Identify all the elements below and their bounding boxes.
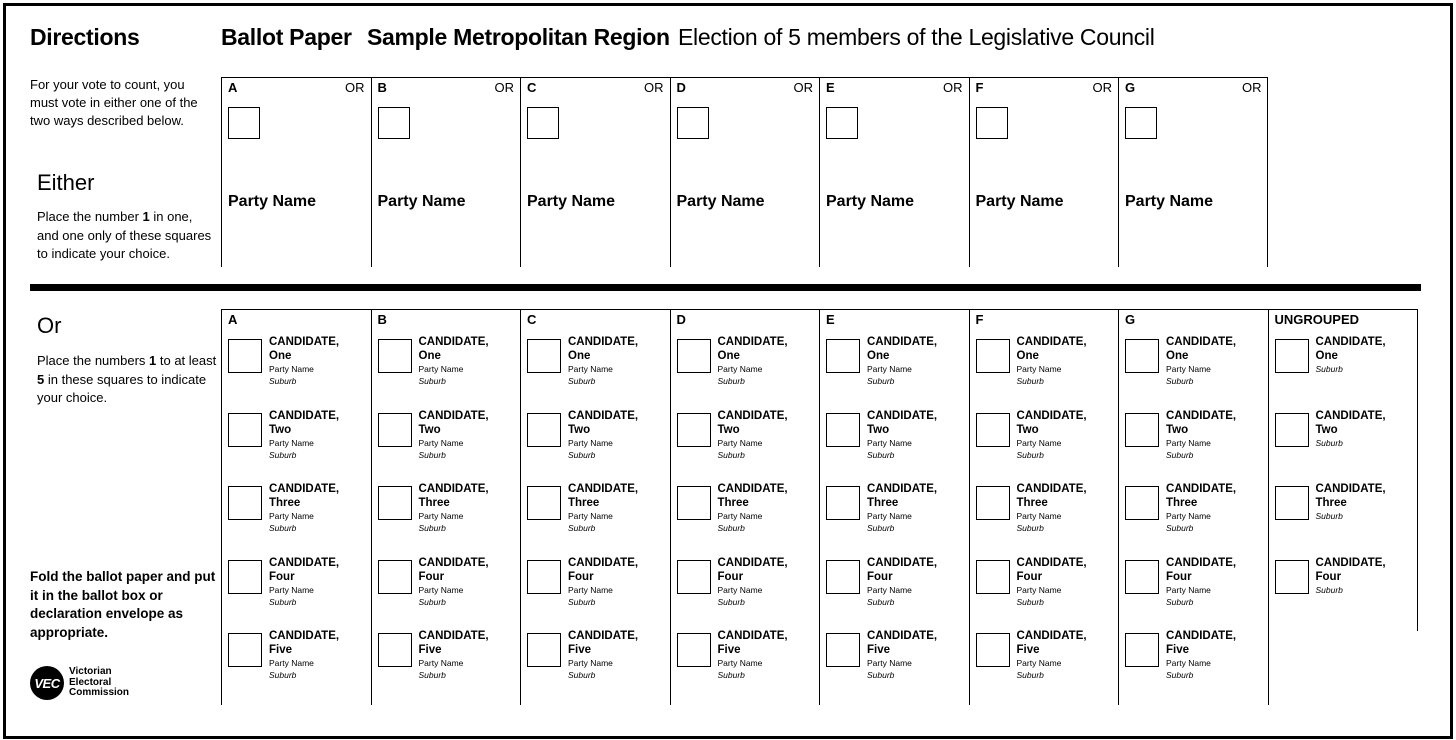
- above-line-group-b: [371, 77, 521, 267]
- candidate-party: Party Name: [568, 437, 613, 448]
- candidate-given-name: Three: [418, 497, 450, 509]
- group-vote-box[interactable]: [976, 107, 1008, 139]
- candidate-vote-box[interactable]: [228, 560, 262, 594]
- or-label: OR: [345, 80, 365, 95]
- candidate-suburb: Suburb: [1315, 364, 1343, 374]
- candidate-suburb: Suburb: [717, 670, 745, 680]
- or-label: OR: [793, 80, 813, 95]
- candidate-given-name: Five: [269, 644, 293, 656]
- candidate-suburb: Suburb: [418, 449, 446, 460]
- candidate-surname: CANDIDATE,: [867, 630, 938, 642]
- candidate-party: Party Name: [717, 364, 763, 374]
- group-top-border: [221, 309, 371, 310]
- group-letter: G: [1125, 80, 1136, 95]
- candidate-suburb: Suburb: [1016, 449, 1044, 460]
- group-letter: A: [228, 80, 238, 95]
- or-text-3: in these squares to indicate your choice.: [37, 371, 207, 405]
- or-heading: Or: [37, 313, 62, 338]
- candidate-suburb: Suburb: [418, 596, 446, 607]
- candidate-given-name: Four: [568, 570, 594, 583]
- candidate-given-name: Three: [717, 497, 749, 509]
- candidate-surname: CANDIDATE,: [418, 409, 489, 422]
- candidate-surname: CANDIDATE,: [867, 483, 938, 495]
- either-number: 1: [142, 209, 150, 224]
- candidate-party: Party Name: [717, 658, 763, 668]
- below-line-right-border: [1417, 309, 1418, 631]
- or-number-2: 5: [37, 371, 45, 387]
- candidate-surname: CANDIDATE,: [1016, 409, 1087, 422]
- candidate-surname: CANDIDATE,: [1016, 630, 1087, 642]
- candidate-given-name: Two: [1166, 423, 1189, 436]
- group-vote-box[interactable]: [228, 107, 260, 139]
- candidate-suburb: Suburb: [867, 376, 895, 386]
- candidate-surname: CANDIDATE,: [1016, 483, 1087, 495]
- candidate-suburb: Suburb: [1016, 523, 1044, 533]
- candidate-vote-box[interactable]: [1275, 413, 1309, 447]
- candidate-party: Party Name: [418, 364, 464, 374]
- candidate-suburb: Suburb: [568, 376, 596, 386]
- candidate-given-name: One: [418, 350, 441, 362]
- candidate-surname: CANDIDATE,: [418, 483, 489, 495]
- group-top-border: [819, 77, 969, 78]
- candidate-suburb: Suburb: [269, 376, 297, 386]
- candidate-party: Party Name: [568, 511, 613, 521]
- candidate-suburb: Suburb: [269, 670, 297, 680]
- group-top-border: [670, 77, 820, 78]
- group-letter: G: [1125, 312, 1136, 327]
- candidate-vote-box[interactable]: [826, 560, 860, 594]
- candidate-suburb: Suburb: [717, 449, 745, 460]
- group-left-border: [969, 309, 970, 705]
- candidate-suburb: Suburb: [1166, 670, 1194, 680]
- candidate-surname: CANDIDATE,: [1016, 556, 1087, 569]
- above-line-group-d: [670, 77, 820, 267]
- group-letter: E: [826, 312, 835, 327]
- candidate-vote-box[interactable]: [378, 413, 412, 447]
- candidate-party: Party Name: [418, 658, 464, 668]
- candidate-party: Party Name: [1016, 658, 1062, 668]
- group-letter: E: [826, 80, 835, 95]
- candidate-surname: CANDIDATE,: [1016, 336, 1087, 348]
- candidate-given-name: Three: [568, 497, 600, 509]
- directions-heading: Directions: [30, 24, 140, 50]
- group-left-border: [371, 309, 372, 705]
- below-line-group-f: [969, 309, 1119, 705]
- candidate-surname: CANDIDATE,: [1166, 556, 1237, 569]
- candidate-vote-box[interactable]: [527, 560, 561, 594]
- candidate-given-name: Three: [1315, 497, 1347, 509]
- above-line-group-a: [221, 77, 371, 267]
- ungrouped-label: UNGROUPED: [1274, 312, 1360, 327]
- either-text-2: in one, and one only of these squares to indicate your choice.: [37, 209, 212, 261]
- candidate-party: Party Name: [867, 437, 912, 448]
- candidate-party: Party Name: [717, 584, 763, 595]
- vec-logo-text: [69, 667, 129, 699]
- candidate-surname: CANDIDATE,: [717, 409, 788, 422]
- candidate-vote-box[interactable]: [826, 633, 860, 667]
- candidate-given-name: One: [1166, 350, 1189, 362]
- candidate-given-name: Three: [269, 497, 301, 509]
- candidate-given-name: Five: [1016, 644, 1040, 656]
- candidate-vote-box[interactable]: [1275, 339, 1309, 373]
- candidate-surname: CANDIDATE,: [418, 556, 489, 569]
- group-vote-box[interactable]: [826, 107, 858, 139]
- candidate-vote-box[interactable]: [527, 633, 561, 667]
- candidate-surname: CANDIDATE,: [867, 556, 938, 569]
- candidate-vote-box[interactable]: [527, 339, 561, 373]
- group-letter: C: [527, 80, 537, 95]
- group-top-border: [520, 77, 670, 78]
- candidate-surname: CANDIDATE,: [269, 556, 340, 569]
- or-label: OR: [494, 80, 514, 95]
- fold-instructions: Fold the ballot paper and put it in the ballot box or declaration envelope as appropriate.: [30, 569, 216, 640]
- above-line-group-g: [1118, 77, 1268, 267]
- candidate-given-name: Five: [717, 644, 741, 656]
- group-left-border: [221, 309, 222, 705]
- candidate-vote-box[interactable]: [677, 560, 711, 594]
- candidate-vote-box[interactable]: [527, 486, 561, 520]
- group-top-border: [819, 309, 969, 310]
- candidate-party: Party Name: [568, 584, 613, 595]
- group-letter: F: [975, 80, 984, 95]
- candidate-vote-box[interactable]: [677, 339, 711, 373]
- candidate-suburb: Suburb: [269, 596, 297, 607]
- candidate-suburb: Suburb: [867, 670, 895, 680]
- candidate-given-name: Three: [867, 497, 899, 509]
- group-top-border: [1118, 77, 1268, 78]
- group-left-border: [819, 309, 820, 705]
- candidate-party: Party Name: [867, 658, 912, 668]
- candidate-surname: CANDIDATE,: [269, 409, 340, 422]
- candidate-vote-box[interactable]: [228, 413, 262, 447]
- candidate-vote-box[interactable]: [1275, 486, 1309, 520]
- group-left-border: [520, 309, 521, 705]
- candidate-surname: CANDIDATE,: [717, 336, 788, 348]
- candidate-suburb: Suburb: [418, 670, 446, 680]
- group-letter: C: [527, 312, 537, 327]
- candidate-suburb: Suburb: [1166, 376, 1194, 386]
- candidate-surname: CANDIDATE,: [269, 336, 340, 348]
- candidate-suburb: Suburb: [1166, 523, 1194, 533]
- vec-logo-line-1: Victorian: [69, 666, 112, 678]
- candidate-surname: CANDIDATE,: [1166, 630, 1237, 642]
- candidate-suburb: Suburb: [1315, 511, 1343, 521]
- group-top-border: [1268, 309, 1418, 310]
- candidate-vote-box[interactable]: [378, 633, 412, 667]
- candidate-suburb: Suburb: [1315, 584, 1343, 595]
- group-vote-box[interactable]: [378, 107, 410, 139]
- candidate-vote-box[interactable]: [1125, 339, 1159, 373]
- candidate-given-name: Three: [1166, 497, 1198, 509]
- party-name: Party Name: [377, 193, 466, 210]
- candidate-given-name: Two: [1016, 423, 1039, 436]
- group-left-border: [520, 77, 521, 267]
- group-vote-box[interactable]: [1125, 107, 1157, 139]
- candidate-vote-box[interactable]: [1125, 560, 1159, 594]
- candidate-suburb: Suburb: [717, 596, 745, 607]
- group-left-border: [819, 77, 820, 267]
- candidate-suburb: Suburb: [1315, 437, 1343, 448]
- group-letter: D: [676, 312, 686, 327]
- below-line-group-g: [1118, 309, 1268, 705]
- candidate-party: Party Name: [867, 584, 912, 595]
- section-divider: [30, 284, 1421, 291]
- candidate-surname: CANDIDATE,: [568, 409, 639, 422]
- candidate-given-name: Four: [1016, 570, 1043, 583]
- candidate-party: Party Name: [867, 364, 912, 374]
- candidate-given-name: One: [1315, 350, 1338, 362]
- group-top-border: [221, 77, 371, 78]
- or-text-1: Place the numbers: [37, 353, 150, 368]
- candidate-given-name: Four: [717, 570, 744, 583]
- or-instructions: [37, 352, 217, 408]
- candidate-party: Party Name: [1016, 511, 1062, 521]
- group-top-border: [969, 77, 1119, 78]
- party-name: Party Name: [1125, 193, 1214, 210]
- candidate-vote-box[interactable]: [1125, 633, 1159, 667]
- candidate-surname: CANDIDATE,: [568, 483, 639, 495]
- group-top-border: [520, 309, 670, 310]
- candidate-given-name: Two: [717, 423, 740, 436]
- candidate-suburb: Suburb: [568, 596, 596, 607]
- candidate-surname: CANDIDATE,: [1315, 556, 1386, 569]
- candidate-given-name: One: [1016, 350, 1039, 362]
- candidate-suburb: Suburb: [1166, 449, 1194, 460]
- above-line-group-f: [969, 77, 1119, 267]
- group-letter: D: [676, 80, 686, 95]
- candidate-suburb: Suburb: [867, 449, 895, 460]
- group-left-border: [371, 77, 372, 267]
- candidate-vote-box[interactable]: [378, 486, 412, 520]
- ballot-paper-title: Ballot Paper: [221, 24, 352, 50]
- above-line-right-border: [1267, 77, 1268, 267]
- candidate-surname: CANDIDATE,: [1315, 483, 1386, 495]
- candidate-given-name: One: [568, 350, 591, 362]
- candidate-party: Party Name: [1166, 584, 1211, 595]
- candidate-party: Party Name: [269, 364, 314, 374]
- party-name: Party Name: [975, 193, 1064, 210]
- below-line-group-b: [371, 309, 521, 705]
- candidate-surname: CANDIDATE,: [269, 483, 340, 495]
- candidate-party: Party Name: [1166, 658, 1211, 668]
- group-left-border: [670, 309, 671, 705]
- candidate-given-name: Two: [269, 423, 292, 436]
- candidate-suburb: Suburb: [418, 523, 446, 533]
- candidate-vote-box[interactable]: [1125, 486, 1159, 520]
- vec-logo-line-3: Commission: [69, 687, 130, 699]
- candidate-surname: CANDIDATE,: [1315, 336, 1386, 348]
- candidate-vote-box[interactable]: [677, 413, 711, 447]
- candidate-surname: CANDIDATE,: [717, 556, 788, 569]
- candidate-party: Party Name: [418, 584, 464, 595]
- candidate-suburb: Suburb: [1016, 376, 1044, 386]
- candidate-surname: CANDIDATE,: [568, 630, 639, 642]
- candidate-given-name: Two: [568, 423, 591, 436]
- either-heading: Either: [37, 170, 95, 195]
- candidate-vote-box[interactable]: [976, 413, 1010, 447]
- candidate-suburb: Suburb: [717, 376, 745, 386]
- above-line-group-c: [520, 77, 670, 267]
- candidate-suburb: Suburb: [1016, 596, 1044, 607]
- candidate-given-name: Four: [867, 570, 893, 583]
- group-top-border: [1118, 309, 1268, 310]
- vec-logo-badge: VEC: [30, 666, 64, 700]
- candidate-surname: CANDIDATE,: [568, 556, 639, 569]
- below-line-group-a: [221, 309, 371, 705]
- candidate-party: Party Name: [1016, 437, 1062, 448]
- candidate-given-name: Four: [1166, 570, 1192, 583]
- party-name: Party Name: [228, 193, 317, 210]
- candidate-party: Party Name: [269, 584, 314, 595]
- either-instructions: [37, 208, 217, 264]
- group-vote-box[interactable]: [527, 107, 559, 139]
- group-left-border: [1268, 309, 1269, 705]
- candidate-given-name: Two: [1315, 423, 1338, 436]
- candidate-party: Party Name: [717, 437, 763, 448]
- party-name: Party Name: [826, 193, 915, 210]
- candidate-vote-box[interactable]: [1275, 560, 1309, 594]
- candidate-party: Party Name: [269, 658, 314, 668]
- group-top-border: [969, 309, 1119, 310]
- group-letter: B: [377, 312, 387, 327]
- candidate-suburb: Suburb: [269, 449, 297, 460]
- candidate-given-name: Four: [269, 570, 295, 583]
- below-line-group-c: [520, 309, 670, 705]
- above-line-group-e: [819, 77, 969, 267]
- group-letter: A: [228, 312, 238, 327]
- below-line-group-e: [819, 309, 969, 705]
- candidate-vote-box[interactable]: [228, 486, 262, 520]
- candidate-given-name: One: [717, 350, 740, 362]
- candidate-party: Party Name: [269, 437, 314, 448]
- candidate-vote-box[interactable]: [677, 633, 711, 667]
- candidate-suburb: Suburb: [867, 596, 895, 607]
- or-label: OR: [644, 80, 664, 95]
- candidate-vote-box[interactable]: [378, 339, 412, 373]
- intro-text: For your vote to count, you must vote in either one of the two ways described below.: [30, 77, 198, 128]
- region-title: Sample Metropolitan Region: [367, 24, 670, 50]
- candidate-given-name: Two: [418, 423, 441, 436]
- below-line-group-d: [670, 309, 820, 705]
- or-text-2: to at least: [156, 353, 217, 368]
- election-title: Election of 5 members of the Legislative Council: [678, 24, 1155, 50]
- or-label: OR: [943, 80, 963, 95]
- candidate-given-name: Five: [867, 644, 891, 656]
- candidate-party: Party Name: [568, 658, 613, 668]
- party-name: Party Name: [527, 193, 616, 210]
- candidate-party: Party Name: [1016, 364, 1062, 374]
- candidate-surname: CANDIDATE,: [867, 409, 938, 422]
- or-label: OR: [1092, 80, 1112, 95]
- candidate-party: Party Name: [269, 511, 314, 521]
- candidate-surname: CANDIDATE,: [1315, 409, 1386, 422]
- candidate-vote-box[interactable]: [826, 413, 860, 447]
- candidate-suburb: Suburb: [568, 449, 596, 460]
- candidate-party: Party Name: [1166, 437, 1211, 448]
- group-top-border: [670, 309, 820, 310]
- candidate-suburb: Suburb: [717, 523, 745, 533]
- candidate-given-name: One: [867, 350, 890, 362]
- candidate-surname: CANDIDATE,: [717, 483, 788, 495]
- group-top-border: [371, 77, 521, 78]
- candidate-given-name: Four: [1315, 570, 1342, 583]
- candidate-vote-box[interactable]: [976, 560, 1010, 594]
- candidate-surname: CANDIDATE,: [418, 336, 489, 348]
- candidate-surname: CANDIDATE,: [1166, 483, 1237, 495]
- candidate-given-name: Two: [867, 423, 890, 436]
- candidate-suburb: Suburb: [867, 523, 895, 533]
- party-name: Party Name: [676, 193, 765, 210]
- candidate-given-name: Four: [418, 570, 445, 583]
- group-left-border: [969, 77, 970, 267]
- candidate-vote-box[interactable]: [228, 339, 262, 373]
- or-label: OR: [1242, 80, 1262, 95]
- candidate-vote-box[interactable]: [527, 413, 561, 447]
- below-line-ungrouped: [1268, 309, 1418, 705]
- candidate-party: Party Name: [568, 364, 613, 374]
- candidate-surname: CANDIDATE,: [1166, 336, 1237, 348]
- candidate-suburb: Suburb: [1016, 670, 1044, 680]
- vec-logo: [30, 666, 129, 700]
- candidate-vote-box[interactable]: [976, 486, 1010, 520]
- group-left-border: [670, 77, 671, 267]
- candidate-party: Party Name: [1166, 364, 1211, 374]
- candidate-suburb: Suburb: [568, 523, 596, 533]
- candidate-suburb: Suburb: [1166, 596, 1194, 607]
- candidate-surname: CANDIDATE,: [568, 336, 639, 348]
- group-left-border: [221, 77, 222, 267]
- candidate-vote-box[interactable]: [976, 633, 1010, 667]
- or-number-1: 1: [149, 353, 157, 368]
- group-letter: F: [975, 312, 984, 327]
- candidate-party: Party Name: [418, 437, 464, 448]
- candidate-given-name: Three: [1016, 497, 1048, 509]
- group-left-border: [1118, 309, 1119, 705]
- candidate-party: Party Name: [867, 511, 912, 521]
- group-letter: B: [377, 80, 387, 95]
- candidate-surname: CANDIDATE,: [269, 630, 340, 642]
- candidate-party: Party Name: [1166, 511, 1211, 521]
- candidate-vote-box[interactable]: [677, 486, 711, 520]
- candidate-party: Party Name: [717, 511, 763, 521]
- group-vote-box[interactable]: [677, 107, 709, 139]
- either-text-1: Place the number: [37, 209, 143, 224]
- candidate-vote-box[interactable]: [1125, 413, 1159, 447]
- candidate-suburb: Suburb: [418, 376, 446, 386]
- group-left-border: [1118, 77, 1119, 267]
- candidate-party: Party Name: [1016, 584, 1062, 595]
- candidate-given-name: Five: [418, 644, 442, 656]
- candidate-vote-box[interactable]: [826, 339, 860, 373]
- candidate-vote-box[interactable]: [826, 486, 860, 520]
- vec-logo-line-2: Electoral: [69, 676, 112, 688]
- candidate-party: Party Name: [418, 511, 464, 521]
- candidate-suburb: Suburb: [269, 523, 297, 533]
- candidate-surname: CANDIDATE,: [717, 630, 788, 642]
- candidate-given-name: Five: [568, 644, 592, 656]
- candidate-surname: CANDIDATE,: [867, 336, 938, 348]
- candidate-suburb: Suburb: [568, 670, 596, 680]
- group-top-border: [371, 309, 521, 310]
- candidate-vote-box[interactable]: [976, 339, 1010, 373]
- candidate-vote-box[interactable]: [378, 560, 412, 594]
- candidate-given-name: One: [269, 350, 292, 362]
- candidate-surname: CANDIDATE,: [1166, 409, 1237, 422]
- candidate-given-name: Five: [1166, 644, 1190, 656]
- candidate-vote-box[interactable]: [228, 633, 262, 667]
- candidate-surname: CANDIDATE,: [418, 630, 489, 642]
